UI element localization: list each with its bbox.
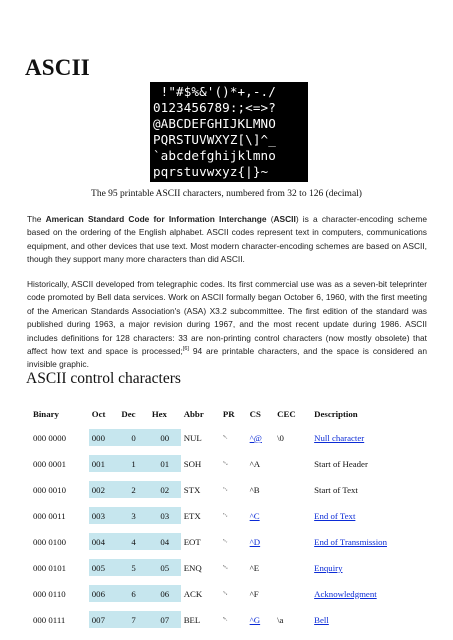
cell-pr: ␅: [222, 563, 228, 571]
cell-pr: ␁: [222, 459, 228, 467]
cell-description[interactable]: [311, 429, 430, 446]
cell-binary: 000 0001: [33, 458, 66, 469]
history-text: Historically, ASCII developed from telegraphic codes. Its first commercial use was as a seven-bit teleprinter code promoted by Bell data services. Work on ASCII formally began October 6, 1960, with the first meeting of the American Standards Association's (ASA) X3.2 subcommittee. The first edition of the standard was published during 1963, a major revision during 1967, and the most recent update during 1986. ASCII includes definitions for 128 characters: 33 are non-printing control characters (now mostly obsolete) that affect how text and space is processed;: [27, 279, 427, 357]
intro-text-rest: ) is a character-encoding scheme based on the ordering of the English alphabet. ASCII codes represent text in computers, communications equipment, and other devices that use text. Most modern character-encoding schemes are based on ASCII, though they support many more characters than did ASCII.: [27, 214, 427, 265]
cell-binary: 000 0110: [33, 588, 66, 599]
cell-hex: 06: [149, 585, 181, 602]
cell-cec: \0: [277, 432, 284, 443]
header-oct: Oct: [91, 409, 106, 419]
cell-oct: 005: [89, 559, 119, 576]
cell-description[interactable]: [311, 611, 430, 628]
ascii-line: PQRSTUVWXYZ[\]^_: [153, 132, 276, 147]
table-row: [30, 585, 430, 602]
cell-dec: 7: [118, 611, 148, 628]
cell-cs: ^E: [249, 562, 260, 573]
cell-cs-link[interactable]: ^@: [249, 432, 262, 443]
cell-cs-link[interactable]: ^G: [249, 614, 261, 625]
cell-description-link[interactable]: End of Transmission: [314, 536, 387, 547]
cell-cs[interactable]: [247, 507, 274, 524]
page-title: ASCII: [25, 55, 90, 80]
cell-cs[interactable]: [247, 611, 274, 628]
cell-hex: 03: [149, 507, 181, 524]
ascii-line: 0123456789:;<=>?: [153, 100, 276, 115]
control-characters-table: [30, 399, 430, 637]
cell-abbr: EOT: [183, 536, 201, 547]
section-heading: ASCII control characters: [26, 370, 181, 387]
intro-text-paren: (: [266, 214, 274, 224]
ascii-line: @ABCDEFGHIJKLMNO: [153, 116, 276, 131]
cell-cs-link[interactable]: ^C: [249, 510, 260, 521]
cell-description-link[interactable]: Bell: [314, 614, 329, 625]
cell-dec: 0: [118, 429, 148, 446]
cell-cs: ^A: [249, 458, 261, 469]
cell-cec: \a: [277, 614, 284, 625]
cell-description-link[interactable]: Null character: [314, 432, 365, 443]
header-pr: PR: [222, 409, 235, 419]
table-row: [30, 455, 430, 472]
cell-abbr: SOH: [183, 458, 202, 469]
cell-cs: ^B: [249, 484, 260, 495]
table-row: [30, 559, 430, 576]
cell-pr: ␄: [222, 537, 228, 545]
cell-oct: 001: [89, 455, 119, 472]
ascii-line: !"#$%&'()*+,-./: [153, 84, 276, 99]
header-cec: CEC: [277, 409, 296, 419]
cell-binary: 000 0011: [33, 510, 66, 521]
cell-binary: 000 0100: [33, 536, 66, 547]
cell-cs-link[interactable]: ^D: [249, 536, 261, 547]
cell-binary: 000 0101: [33, 562, 66, 573]
cell-pr: ␀: [222, 433, 228, 441]
cell-abbr: ENQ: [183, 562, 202, 573]
intro-bold-abbr: ASCII: [273, 214, 296, 224]
history-paragraph: [27, 278, 427, 372]
cell-pr: ␃: [222, 511, 228, 519]
cell-binary: 000 0010: [33, 484, 66, 495]
cell-pr: ␆: [222, 589, 228, 597]
cell-dec: 6: [118, 585, 148, 602]
ascii-line: pqrstuvwxyz{|}~: [153, 164, 269, 179]
cell-description-link[interactable]: End of Text: [314, 510, 356, 521]
cell-dec: 5: [118, 559, 148, 576]
image-caption: The 95 printable ASCII characters, numbered from 32 to 126 (decimal): [91, 189, 362, 199]
cell-description-link[interactable]: Enquiry: [314, 562, 343, 573]
header-cs: CS: [249, 409, 261, 419]
cell-abbr: BEL: [183, 614, 201, 625]
cell-hex: 01: [149, 455, 181, 472]
header-hex: Hex: [151, 409, 167, 419]
cell-pr: ␇: [222, 615, 228, 623]
cell-oct: 004: [89, 533, 119, 550]
cell-cs[interactable]: [247, 429, 274, 446]
cell-dec: 1: [118, 455, 148, 472]
table-row: [30, 533, 430, 550]
header-abbr: Abbr: [183, 409, 204, 419]
cell-cec: [274, 559, 311, 576]
intro-text-start: The: [27, 214, 46, 224]
cell-binary: 000 0111: [33, 614, 66, 625]
cell-cec: [274, 481, 311, 498]
header-binary: Binary: [33, 409, 59, 419]
cell-hex: 02: [149, 481, 181, 498]
cell-pr: ␂: [222, 485, 228, 493]
cell-binary: 000 0000: [33, 432, 66, 443]
cell-description-link[interactable]: Acknowledgment: [314, 588, 377, 599]
table-header-row: [30, 408, 430, 420]
intro-bold-name: American Standard Code for Information Interchange: [45, 214, 267, 224]
table-row: [30, 481, 430, 498]
table-row: [30, 611, 430, 628]
cell-oct: 006: [89, 585, 119, 602]
cell-abbr: ACK: [183, 588, 203, 599]
intro-paragraph: [27, 213, 427, 267]
cell-description[interactable]: [311, 585, 430, 602]
history-text-tail: 94 are printable characters, and the space is considered an invisible graphic.: [27, 346, 427, 370]
cell-description: Start of Header: [314, 458, 368, 469]
citation-reference[interactable]: [6]: [182, 346, 189, 353]
cell-oct: 003: [89, 507, 119, 524]
cell-oct: 000: [89, 429, 119, 446]
cell-cs[interactable]: [247, 533, 274, 550]
cell-cec: [274, 455, 311, 472]
table-row: [30, 507, 430, 524]
cell-cec: [274, 533, 311, 550]
cell-description[interactable]: [311, 559, 430, 576]
cell-hex: 00: [149, 429, 181, 446]
ascii-line: `abcdefghijklmno: [153, 148, 276, 163]
cell-hex: 04: [149, 533, 181, 550]
cell-dec: 4: [118, 533, 148, 550]
cell-description[interactable]: [311, 507, 430, 524]
header-dec: Dec: [121, 409, 136, 419]
cell-abbr: ETX: [183, 510, 201, 521]
cell-oct: 002: [89, 481, 119, 498]
cell-hex: 05: [149, 559, 181, 576]
cell-description[interactable]: [311, 533, 430, 550]
cell-oct: 007: [89, 611, 119, 628]
cell-abbr: STX: [183, 484, 201, 495]
cell-cs: ^F: [249, 588, 259, 599]
cell-dec: 2: [118, 481, 148, 498]
table-row: [30, 429, 430, 446]
cell-cec: [274, 507, 311, 524]
cell-abbr: NUL: [183, 432, 202, 443]
cell-dec: 3: [118, 507, 148, 524]
cell-description: Start of Text: [314, 484, 358, 495]
cell-cec: [274, 585, 311, 602]
ascii-characters-image: [150, 82, 308, 182]
header-description: Description: [314, 409, 358, 419]
cell-hex: 07: [149, 611, 181, 628]
